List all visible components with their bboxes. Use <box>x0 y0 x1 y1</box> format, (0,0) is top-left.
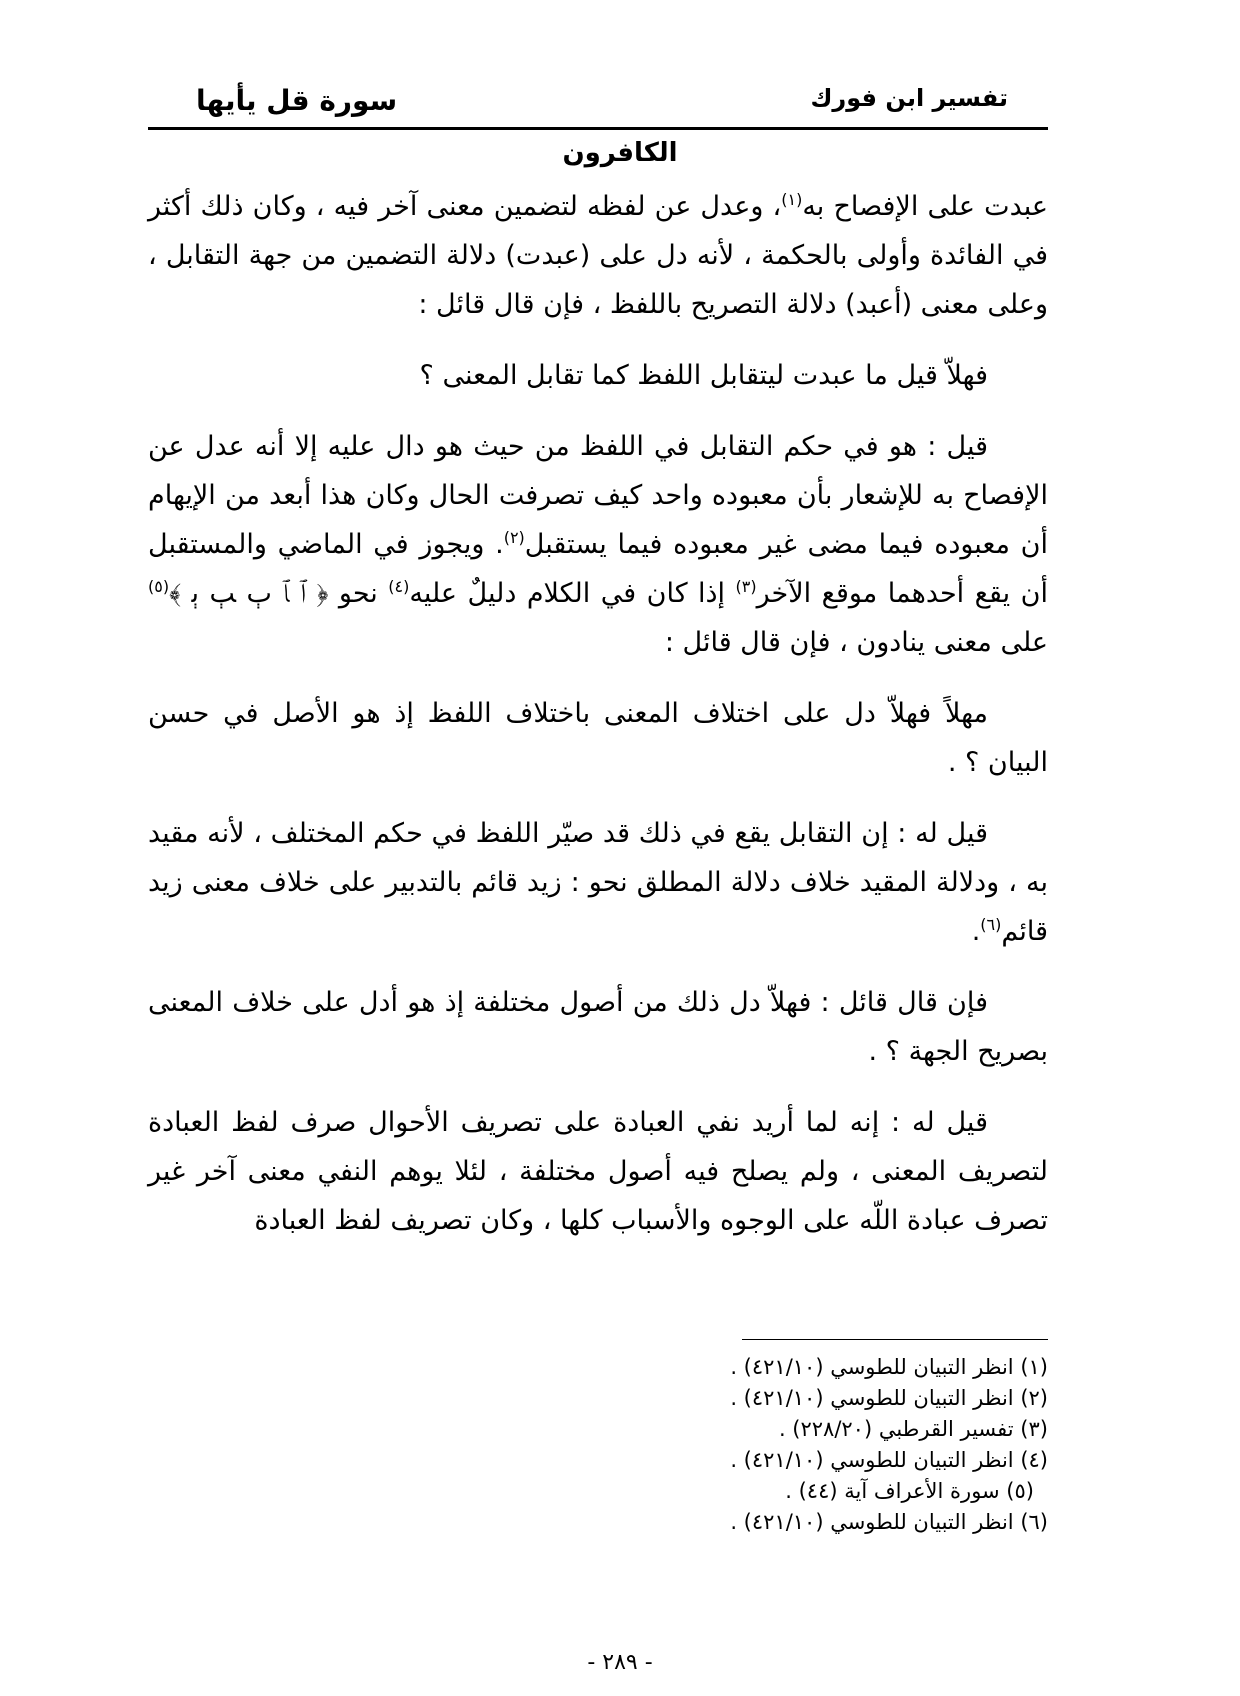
page-number: - ٢٨٩ - <box>587 1650 653 1675</box>
surah-subtitle: الكافرون <box>562 138 678 168</box>
paragraph: فهلاّ قيل ما عبدت ليتقابل اللفظ كما تقابل المعنى ؟ <box>419 360 988 391</box>
paragraph-text: إذا كان في الكلام دليلٌ عليه <box>409 578 736 609</box>
paragraph <box>148 809 1048 956</box>
paragraph: قيل له : إنه لما أريد نفي العبادة على تصريف الأحوال صرف لفظ العبادة لتصريف المعنى ، ولم يصلح فيه أصول مختلفة ، لئلا يوهم النفي معنى آخر غير تصرف عبادة اللّه على الوجوه والأسباب كلها ، وكان تصريف لفظ العبادة <box>148 1107 1048 1236</box>
footnote: (٢) انظر التبيان للطوسي (٤٢١/١٠) . <box>730 1386 1048 1410</box>
paragraph-text: . <box>971 916 981 947</box>
main-text <box>148 182 1048 1267</box>
footnote-ref: (٣) <box>735 577 757 596</box>
footnote: (٤) انظر التبيان للطوسي (٤٢١/١٠) . <box>730 1448 1048 1472</box>
paragraph-text: على معنى ينادون ، فإن قال قائل : <box>664 627 1048 658</box>
footnote-ref: (٦) <box>980 915 1002 934</box>
footnote: (٣) تفسير القرطبي (٢٢٨/٢٠) . <box>778 1417 1048 1441</box>
paragraph-text: عبدت على الإفصاح به <box>802 191 1048 222</box>
surah-header-title: سورة قل يأيها <box>196 84 398 117</box>
footnote: (٥) سورة الأعراف آية (٤٤) . <box>785 1479 1034 1503</box>
paragraph: فإن قال قائل : فهلاّ دل ذلك من أصول مختلفة إذ هو أدل على خلاف المعنى بصريح الجهة ؟ . <box>148 987 1048 1067</box>
footnote-divider <box>742 1339 1048 1340</box>
footnote-ref: (٢) <box>503 528 525 547</box>
paragraph-text: قيل له : إن التقابل يقع في ذلك قد صيّر اللفظ في حكم المختلف ، لأنه مقيد به ، ودلالة المقيد خلاف دلالة المطلق نحو : زيد قائم بالتدبير على خلاف معنى زيد قائم <box>148 818 1048 947</box>
quran-verse: نحو ﴿ ﭐ ﭑ ﭒ ﭓ ﭔ ﴾ <box>169 578 389 609</box>
footnote: (٦) انظر التبيان للطوسي (٤٢١/١٠) . <box>730 1510 1048 1534</box>
footnote-ref: (٤) <box>388 577 410 596</box>
paragraph <box>148 182 1048 329</box>
paragraph: مهلاً فهلاّ دل على اختلاف المعنى باختلاف اللفظ إذ هو الأصل في حسن البيان ؟ . <box>148 698 1048 778</box>
header-divider <box>148 127 1048 130</box>
paragraph-text: ، وعدل عن لفظه لتضمين معنى آخر فيه ، وكان ذلك أكثر في الفائدة وأولى بالحكمة ، لأنه دل على (عبدت) دلالة التضمين من جهة التقابل ، وعلى معنى (أعبد) دلالة التصريح باللفظ ، فإن قال قائل : <box>148 191 1048 320</box>
paragraph <box>148 422 1048 667</box>
paragraph-text: قيل : هو في حكم التقابل في اللفظ من حيث هو دال عليه إلا أنه عدل عن الإفصاح به للإشعار بأن معبوده واحد كيف تصرفت الحال وكان هذا أبعد من الإيهام أن معبوده فيما مضى غير معبوده فيما يستقبل <box>148 431 1048 560</box>
footnote-ref: (١) <box>781 190 803 209</box>
paragraph-text: . ويجوز في الماضي والمستقبل أن يقع أحدهما موقع الآخر <box>148 529 1049 609</box>
footnotes <box>730 1352 1048 1538</box>
footnote: (١) انظر التبيان للطوسي (٤٢١/١٠) . <box>730 1355 1048 1379</box>
book-header-title: تفسير ابن فورك <box>810 84 1008 112</box>
footnote-ref: (٥) <box>148 577 170 596</box>
